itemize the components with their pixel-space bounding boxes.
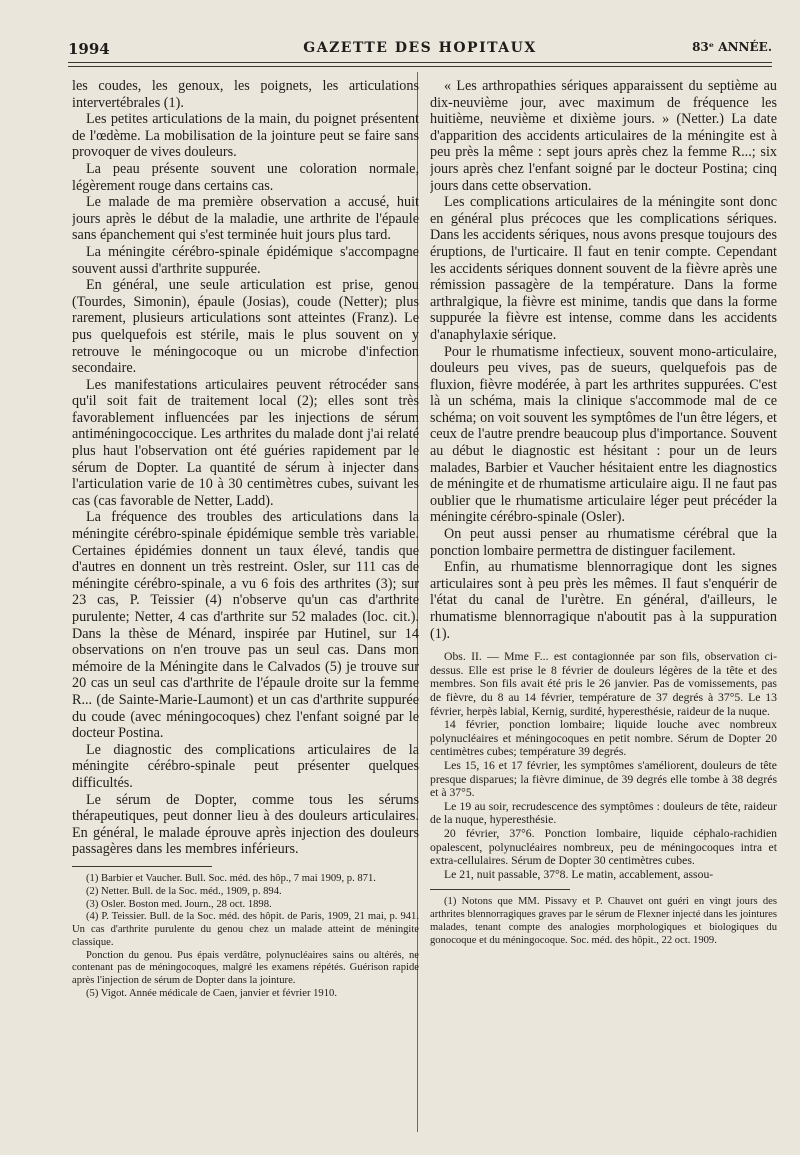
left-paragraph-1: les coudes, les genoux, les poignets, les articulations intervertébrales (1). bbox=[72, 78, 419, 111]
right-footnote-rule bbox=[430, 889, 570, 890]
footnote-3: (3) Osler. Boston med. Journ., 28 oct. 1898. bbox=[86, 898, 272, 910]
left-paragraph-6: En général, une seule articulation est prise, genou (Tourdes, Simonin), épaule (Josias), coude (Netter); plus rarement, plusieurs articulations sont atteintes (Franz). Le pus quelquefois est stérile, mais le plus souvent on y retrouve le méningocoque ou un microbe d'infection secondaire. bbox=[72, 277, 419, 377]
footnote-4: (4) P. Teissier. Bull. de la Soc. méd. des hôpit. de Paris, 1909, 21 mai, p. 941. Un cas d'arthrite purulente du genou chez un malade atteint de méningite classique. bbox=[72, 911, 419, 948]
observation-5: 20 février, 37°6. Ponction lombaire, liquide céphalo-rachidien opalescent, polynucléaires nombreux, peu de méningocoques intra et extra-cellulaires. Sérum de Dopter 30 centimètres cubes. bbox=[430, 826, 777, 868]
right-paragraph-4: On peut aussi penser au rhumatisme cérébral que la ponction lombaire permettra de distinguer facilement. bbox=[430, 526, 777, 559]
left-paragraph-4: Le malade de ma première observation a accusé, huit jours après le début de la maladie, une arthrite de l'épaule sans épanchement qui s'est terminée huit jours plus tard. bbox=[72, 194, 419, 244]
observation-3: Les 15, 16 et 17 février, les symptômes s'améliorent, douleurs de tête presque disparues; la fièvre diminue, de 39 degrés elle tombe à 38 degrés et à 37°5. bbox=[430, 758, 777, 800]
header-rule-bottom bbox=[68, 66, 772, 67]
observation-4: Le 19 au soir, recrudescence des symptômes : douleurs de tête, raideur de la nuque, hyperesthésie. bbox=[430, 799, 777, 827]
right-paragraph-3: Pour le rhumatisme infectieux, souvent mono-articulaire, douleurs peu vives, pas de sueurs, quelquefois pas de fluxion, fièvre modérée, à part les arthrites suppurées. C'est là un schéma, mais la clinique s'accommode mal de ce schéma; on voit souvent les symptômes de l'un être légers, et ceux de l'autre prendre beaucoup plus d'importance. Souvent au début le diagnostic est hésitant : pour un de leurs malades, Barbier et Vaucher hésitaient entre les diagnostics de méningite et de rhumatisme articulaire aigu. Il ne faut pas oublier que le rhumatisme articulaire léger peut précéder la méningite cérébro-spinale (Osler). bbox=[430, 343, 777, 526]
left-paragraph-2: Les petites articulations de la main, du poignet présentent de l'œdème. La mobilisation de la jointure peut se faire sans provoquer de vives douleurs. bbox=[72, 111, 419, 161]
page-number: 1994 bbox=[68, 40, 110, 58]
right-paragraph-2: Les complications articulaires de la méningite sont donc en général plus précoces que les complications sériques. Dans les accidents sériques, nous avons presque toujours des éruptions, de l'urticaire. Il faut en tenir compte. Cependant les accidents sériques donnent souvent de la fièvre après une rémission passagère de la température. Dans la forme arthralgique, la fièvre est minime, tandis que dans la forme suppurée la fièvre est intense, comme dans les accidents d'anaphylaxie sérique. bbox=[430, 194, 777, 343]
right-paragraph-5: Enfin, au rhumatisme blennorragique dont les signes articulaires sont à peu près les mêmes. Il faut s'enquérir de l'état du canal de l'urètre. En général, d'ailleurs, le rhumatisme blennorragique n'aboutit pas à la suppuration (1). bbox=[430, 559, 777, 642]
footnote-4-continued: Ponction du genou. Pus épais verdâtre, polynucléaires sains ou altérés, ne contenant pas de méningocoques, malgré les examens répétés. Guérison rapide après l'injection de sérum de Dopter dans la jointure. bbox=[72, 949, 419, 987]
observation-2: 14 février, ponction lombaire; liquide louche avec nombreux polynucléaires et méningocoques en petit nombre. Sérum de Dopter 20 centimètres cubes; température 39 degrés. bbox=[430, 718, 777, 759]
footnote-rule bbox=[72, 866, 212, 867]
left-paragraph-10: Le sérum de Dopter, comme tous les sérums thérapeutiques, peut donner lieu à des douleurs articulaires. En général, le malade éprouve après injection des douleurs passagères dans les membres inférieurs. bbox=[72, 791, 419, 858]
right-paragraph-1: « Les arthropathies sériques apparaissent du septième au dix-neuvième jour, avec maximum de fréquence les huitième, neuvième et dixième jours. » (Netter.) La date d'apparition des accidents articulaires de la méningite est à peu près la même : sept jours après chez la femme R...; six jours après chez l'enfant soigné par le docteur Postina; cinq jours dans cette observation. bbox=[430, 78, 777, 194]
left-paragraph-8: La fréquence des troubles des articulations dans la méningite cérébro-spinale épidémique semble très variable. Certaines épidémies donnent un taux élevé, tandis que d'autres en donnent un très restreint. Osler, sur 111 cas de méningite cérébro-spinale, a vu 6 fois des arthrites (3); sur 23 cas, P. Teissier (4) n'observe qu'un cas d'arthrite purulente; Netter, 4 cas d'arthrite sur 52 malades (loc. cit.). Dans la thèse de Ménard, inspirée par Hutinel, sur 14 observations on n'en trouve pas un seul cas. Dans mon mémoire de la Méningite dans le Calvados (5) je trouve sur 20 cas un seul cas d'arthrite de l'épaule droite sur la femme R... (de Sainte-Marie-Laumont) et un cas d'arthrite suppurée du coude (avec méningocoques) chez l'enfant soigné par le docteur Postina. bbox=[72, 509, 419, 742]
observation-gap bbox=[430, 642, 777, 650]
observation-6: Le 21, nuit passable, 37°8. Le matin, accablement, assou- bbox=[444, 867, 714, 881]
footnote-1: (1) Barbier et Vaucher. Bull. Soc. méd. des hôp., 7 mai 1909, p. 871. bbox=[86, 872, 376, 884]
observation-1: Obs. II. — Mme F... est contagionnée par son fils, observation ci-dessus. Elle est prise le 8 février de douleurs légères de la tête et des membres. Son fils avait été pris le 26 janvier. Pas de vomissements, pas de fièvre, du 8 au 14 février, température de 37 degrés à 37°5. Le 13 février, herpès labial, Kernig, surdité, hyperesthésie, raideur de la nuque. bbox=[430, 650, 777, 718]
left-paragraph-5: La méningite cérébro-spinale épidémique s'accompagne souvent aussi d'arthrite suppurée. bbox=[72, 243, 419, 277]
left-paragraph-9: Le diagnostic des complications articulaires de la méningite cérébro-spinale peut présenter quelques difficultés. bbox=[72, 741, 419, 791]
right-column bbox=[430, 78, 777, 1143]
left-paragraph-7: Les manifestations articulaires peuvent rétrocéder sans qu'il soit fait de traitement local (2); elles sont très favorablement influencées par les injections de sérum antiméningococcique. Les arthrites du malade dont j'ai relaté plus haut l'observation ont été guéries rapidement par le sérum de Dopter. La quantité de sérum à injecter dans l'articulation varie de 10 à 30 centimètres cubes, suivant les cas (cas favorable de Netter, Ladd). bbox=[72, 376, 419, 509]
right-footnote-1: (1) Notons que MM. Pissavy et P. Chauvet ont guéri en vingt jours des arthrites blennorragiques graves par le sérum de Flexner injecté dans les jointures malades, tenant compte des analogies morphologiques et biologiques du gonocoque et du méningocoque. Soc. méd. des hôpit., 22 oct. 1909. bbox=[430, 896, 777, 946]
journal-title: GAZETTE DES HOPITAUX bbox=[303, 40, 537, 56]
footnote-2: (2) Netter. Bull. de la Soc. méd., 1909, p. 894. bbox=[86, 885, 282, 897]
header-rule-top bbox=[68, 62, 772, 63]
left-paragraph-3: La peau présente souvent une coloration normale, légèrement rouge dans certains cas. bbox=[72, 160, 419, 194]
left-column bbox=[72, 78, 419, 1143]
footnote-5: (5) Vigot. Année médicale de Caen, janvier et février 1910. bbox=[86, 988, 337, 1000]
year-label: 83ᵉ ANNÉE. bbox=[692, 40, 772, 54]
page-header bbox=[68, 40, 772, 62]
